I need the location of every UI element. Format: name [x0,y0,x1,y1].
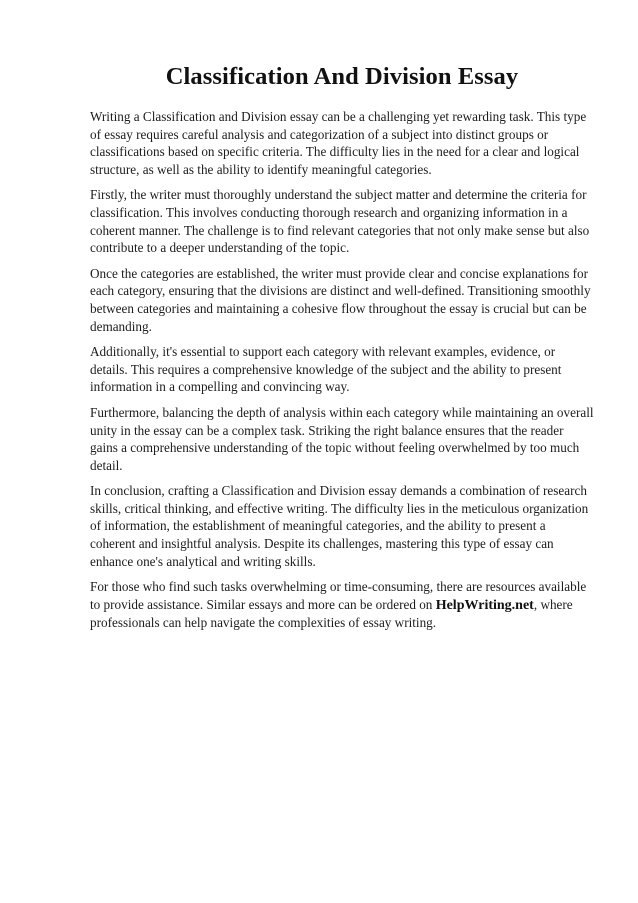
paragraph-conclusion: In conclusion, crafting a Classification and Division essay demands a combination of research skills, critical thinking, and effective writing. The difficulty lies in the meticulous organization of information, the establishment of meaningful categories, and the ability to present a coherent and insightful analysis. Despite its challenges, mastering this type of essay can enhance one's analytical and writing skills. [90,483,589,569]
helpwriting-link[interactable]: HelpWriting.net [435,597,534,613]
closing-text-before-link: For those who find such tasks overwhelming or time-consuming, there are resources available to provide assistance. Similar essays and more can be ordered on [90,579,587,612]
paragraph-additionally: Additionally, it's essential to support each category with relevant examples, evidence, or details. This requires a comprehensive knowledge of the subject and the ability to present information in a compelling and convincing way. [90,344,562,395]
paragraph-firstly: Firstly, the writer must thoroughly understand the subject matter and determine the criteria for classification. This involves conducting thorough research and organizing information in a coherent manner. The challenge is to find relevant categories that not only make sense but also contribute to a deeper understanding of the topic. [90,187,590,256]
closing-text-after-link: , where professionals can help navigate the complexities of essay writing. [90,596,573,631]
paragraph-furthermore: Furthermore, balancing the depth of analysis within each category while maintaining an overall unity in the essay can be a complex task. Striking the right balance ensures that the reader gains a comprehensive understanding of the topic without feeling overwhelmed by too much detail. [90,404,594,473]
paragraph-closing [90,578,594,632]
paragraph-intro: Writing a Classification and Division essay can be a challenging yet rewarding task. This type of essay requires careful analysis and categorization of a subject into distinct groups or classifications based on specific criteria. The difficulty lies in the need for a clear and logical structure, as well as the ability to identify meaningful categories. [90,109,587,177]
paragraph-categories: Once the categories are established, the writer must provide clear and concise explanations for each category, ensuring that the divisions are distinct and well-defined. Transitioning smoothly between categories and maintaining a cohesive flow throughout the essay is crucial but can be demanding. [90,265,591,334]
document-title: Classification And Division Essay [165,63,519,90]
